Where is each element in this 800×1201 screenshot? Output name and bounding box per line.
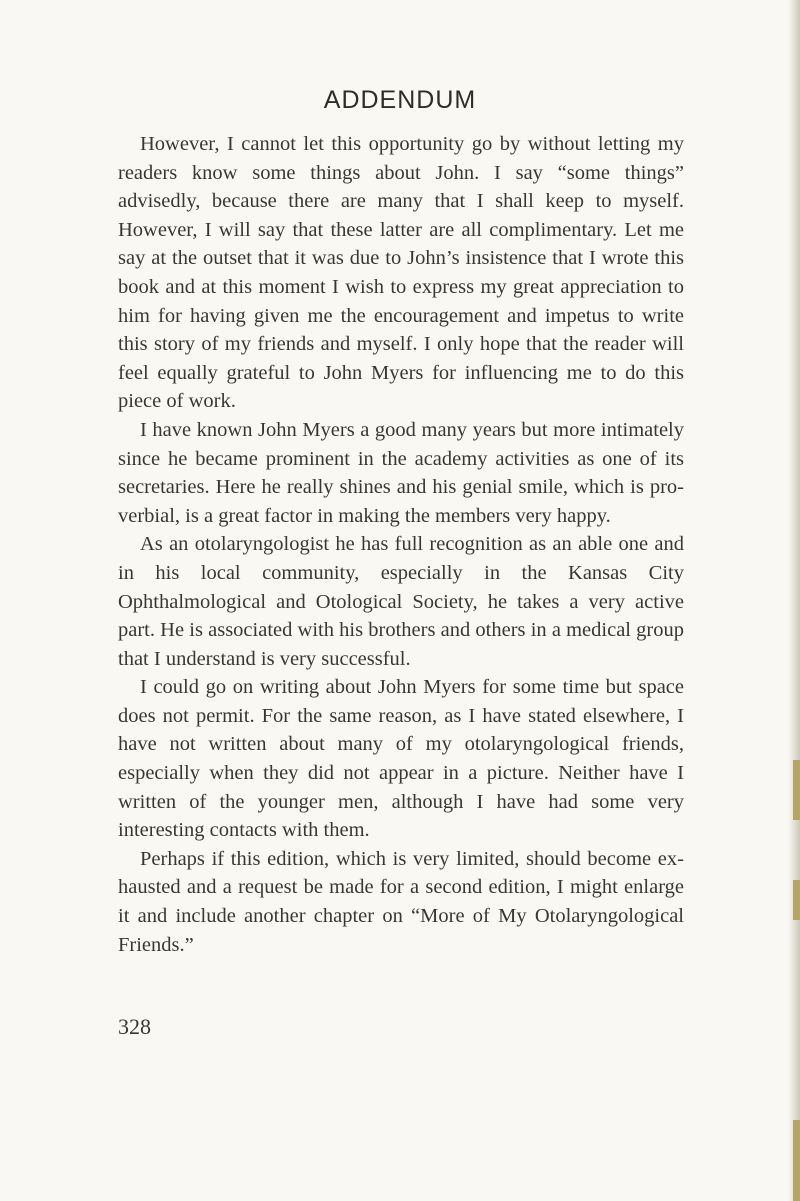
page-number: 328 bbox=[118, 1014, 151, 1039]
page-edge-wear bbox=[793, 1120, 800, 1201]
page-edge-wear bbox=[793, 760, 800, 820]
paragraph-3: As an otolaryngologist he has full recognition as an able one and in his local community, especially in the Kansas City Ophthalmological and Otological Society, he takes a very active part. He is associated with his brothers and others in a medical group that I understand is very successful. bbox=[118, 533, 684, 670]
paragraph-4: I could go on writing about John Myers for some time but space does not permit. For the same reason, as I have stated elsewhere, I have not written about many of my otolaryngological friends, especially when they did not appear in a picture. Neither have I written of the younger men, although I have had some very interesting contacts with them. bbox=[118, 676, 684, 842]
page-edge-shadow bbox=[788, 0, 800, 1201]
paragraph-5: Perhaps if this edition, which is very limited, should become ex-hausted and a request be made for a second edition, I might enlarge it and include another chapter on “More of My Otolaryngological Friends.” bbox=[118, 847, 684, 956]
body-text bbox=[118, 130, 684, 959]
running-header: ADDENDUM bbox=[323, 86, 477, 114]
paragraph-1: However, I cannot let this opportunity go by without letting my readers know some things about John. I say “some things” advisedly, because there are many that I shall keep to myself. However, I will say that these latter are all complimentary. Let me say at the outset that it was due to John’s insistence that I wrote this book and at this moment I wish to express my great appreciation to him for having given me the encouragement and impetus to write this story of my friends and myself. I only hope that the reader will feel equally grateful to John Myers for influencing me to do this piece of work. bbox=[118, 133, 684, 413]
paragraph-2: I have known John Myers a good many years but more intimately since he became prominent in the academy activities as one of its secretaries. Here he really shines and his genial smile, which is pro-verbial, is a great factor in making the members very happy. bbox=[118, 418, 684, 527]
page-edge-wear bbox=[793, 880, 800, 920]
